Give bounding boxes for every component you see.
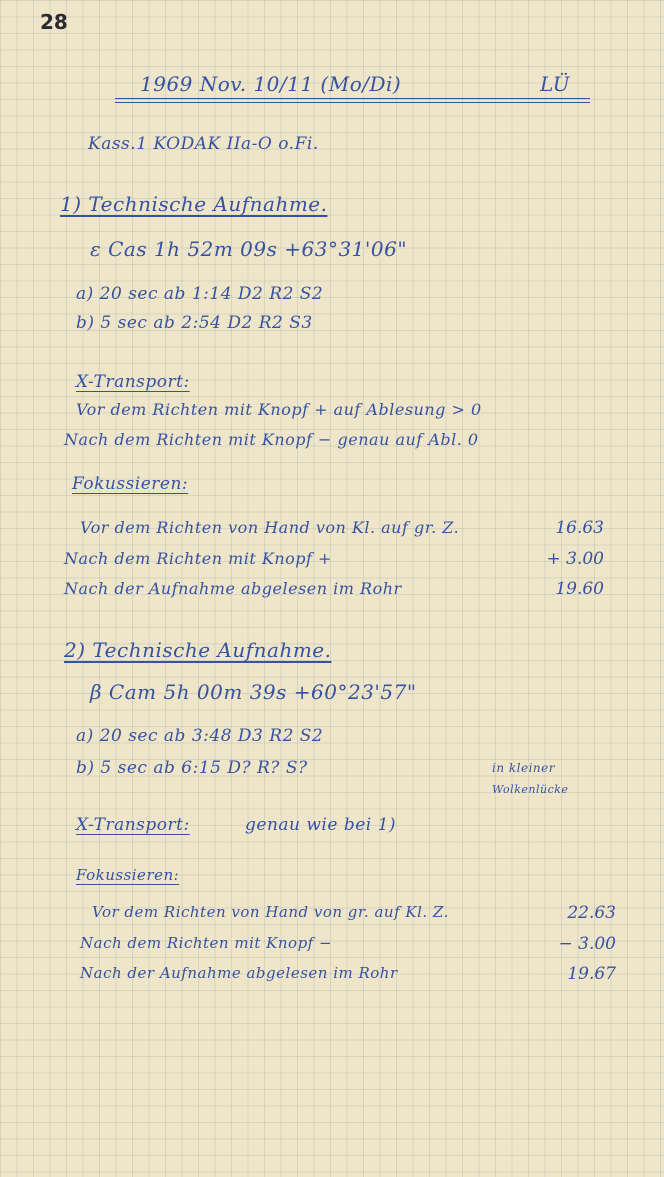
- section2-focus-value-3: 19.67: [567, 964, 616, 984]
- section2-focus-value-2: − 3.00: [558, 934, 616, 954]
- section1-star: ε Cas 1h 52m 09s +63°31'06": [90, 237, 408, 261]
- section1-exposure-b: b) 5 sec ab 2:54 D2 R2 S3: [76, 313, 313, 333]
- date-underline-1: [115, 98, 590, 99]
- observer-initials: LÜ: [540, 72, 571, 96]
- section1-focus-value-2: + 3.00: [546, 549, 604, 569]
- section1-focus-value-3: 19.60: [555, 579, 604, 599]
- date-underline-2: [115, 102, 590, 103]
- section2-transport-note: genau wie bei 1): [245, 815, 397, 835]
- plate-info: Kass.1 KODAK IIa-O o.Fi.: [88, 134, 319, 154]
- section1-focus-value-1: 16.63: [555, 518, 604, 538]
- section1-focus-title: Fokussieren:: [72, 474, 189, 494]
- section2-exposure-note-1: in kleiner: [492, 761, 555, 775]
- section2-exposure-a: a) 20 sec ab 3:48 D3 R2 S2: [76, 726, 324, 746]
- section2-focus-title: Fokussieren:: [76, 866, 180, 884]
- entry-date: 1969 Nov. 10/11 (Mo/Di): [140, 72, 402, 96]
- section1-focus-label-2: Nach dem Richten mit Knopf +: [64, 549, 332, 568]
- section2-focus-value-1: 22.63: [567, 903, 616, 923]
- section2-exposure-note-2: Wolkenlücke: [492, 783, 569, 796]
- section1-focus-label-3: Nach der Aufnahme abgelesen im Rohr: [64, 579, 402, 598]
- page-number: 28: [40, 10, 68, 34]
- section2-focus-label-1: Vor dem Richten von Hand von gr. auf Kl. Z.: [92, 903, 449, 921]
- section1-exposure-a: a) 20 sec ab 1:14 D2 R2 S2: [76, 284, 324, 304]
- section1-focus-label-1: Vor dem Richten von Hand von Kl. auf gr. Z.: [80, 518, 460, 537]
- section1-transport-title: X-Transport:: [76, 372, 190, 392]
- section1-transport-line-1: Vor dem Richten mit Knopf + auf Ablesung > 0: [76, 400, 482, 419]
- section2-focus-label-3: Nach der Aufnahme abgelesen im Rohr: [80, 964, 398, 982]
- section2-title: 2) Technische Aufnahme.: [64, 638, 332, 662]
- section1-transport-line-2: Nach dem Richten mit Knopf − genau auf Abl. 0: [64, 430, 479, 449]
- section2-star: β Cam 5h 00m 39s +60°23'57": [90, 680, 417, 704]
- section2-focus-label-2: Nach dem Richten mit Knopf −: [80, 934, 333, 952]
- section1-title: 1) Technische Aufnahme.: [60, 192, 328, 216]
- section2-exposure-b: b) 5 sec ab 6:15 D? R? S?: [76, 758, 308, 778]
- section2-transport-title: X-Transport:: [76, 815, 190, 835]
